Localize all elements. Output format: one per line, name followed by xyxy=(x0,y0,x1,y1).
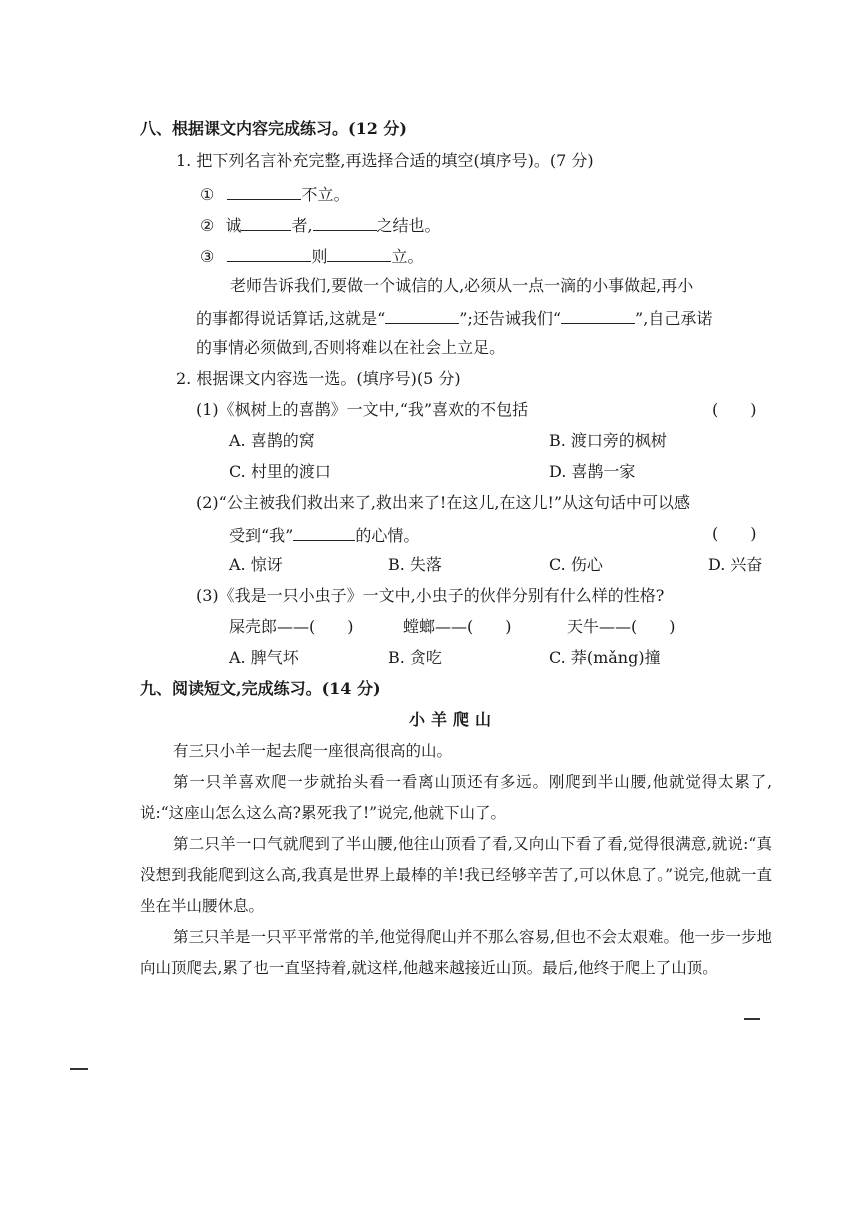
question-text: 的心情。 xyxy=(355,526,420,545)
answer-blank[interactable] xyxy=(327,247,391,262)
passage-line-1: 老师告诉我们,要做一个诚信的人,必须从一点一滴的小事做起,再小 xyxy=(230,276,694,295)
story-paragraph-2: 第一只羊喜欢爬一步就抬头看一看离山顶还有多远。刚爬到半山腰,他就觉得太累了,说:“这座山怎么这么高?累死我了!”说完,他就下山了。 xyxy=(140,773,772,822)
answer-blank[interactable] xyxy=(293,526,355,541)
section-9-heading: 九、阅读短文,完成练习。(14 分) xyxy=(140,679,381,698)
item-number: ③ xyxy=(200,247,215,266)
saying-text: 则 xyxy=(311,247,328,266)
q2-prompt: 2. 根据课文内容选一选。(填序号)(5 分) xyxy=(176,369,461,388)
story-paragraph-4: 第三只羊是一只平平常常的羊,他觉得爬山并不那么容易,但也不会太艰难。他一步一步地向山顶爬去,累了也一直坚持着,就这样,他越来越接近山顶。最后,他终于爬上了山顶。 xyxy=(140,928,772,977)
story-title: 小羊爬山 xyxy=(409,710,498,729)
option-c: C. 伤心 xyxy=(549,555,603,574)
passage-text: ”;还告诫我们“ xyxy=(459,309,562,328)
saying-text: 之结也。 xyxy=(376,216,441,235)
passage-line-2 xyxy=(196,309,712,327)
saying-text: 立。 xyxy=(391,247,424,266)
story-paragraph-3: 第二只羊一口气就爬到了半山腰,他往山顶看了看,又向山下看了看,觉得很满意,就说:“真没想到我能爬到这么高,我真是世界上最棒的羊!我已经够辛苦了,可以休息了。”说完,他就一直坐在半山腰休息。 xyxy=(140,835,772,915)
option-b: B. 渡口旁的枫树 xyxy=(549,431,667,450)
question-text: 受到“我” xyxy=(229,526,294,545)
q2-sub3-question: (3)《我是一只小虫子》一文中,小虫子的伙伴分别有什么样的性格? xyxy=(196,586,665,605)
saying-item-3 xyxy=(200,247,423,265)
option-d: D. 喜鹊一家 xyxy=(549,462,636,481)
answer-blank[interactable] xyxy=(227,185,301,200)
option-b: B. 贪吃 xyxy=(388,648,442,667)
saying-item-1 xyxy=(200,185,349,203)
page-mark xyxy=(70,1068,88,1070)
story-paragraph-1: 有三只小羊一起去爬一座很高很高的山。 xyxy=(173,742,453,760)
answer-blank[interactable] xyxy=(385,309,459,324)
match-mantis[interactable]: 螳螂——( ) xyxy=(403,617,512,636)
passage-text: ”,自己承诺 xyxy=(635,309,713,328)
q2-sub2-question: (2)“公主被我们救出来了,救出来了!在这儿,在这儿!”从这句话中可以感 xyxy=(196,493,691,512)
option-d: D. 兴奋 xyxy=(708,555,763,574)
answer-blank[interactable] xyxy=(313,216,377,231)
passage-line-3: 的事情必须做到,否则将难以在社会上立足。 xyxy=(196,338,506,357)
answer-blank[interactable] xyxy=(241,216,291,231)
section-8-heading: 八、根据课文内容完成练习。(12 分) xyxy=(140,119,407,138)
option-a: A. 惊讶 xyxy=(229,555,283,574)
match-longhorn-beetle[interactable]: 天牛——( ) xyxy=(567,617,676,636)
answer-parentheses[interactable]: ( ) xyxy=(712,524,757,543)
page-mark xyxy=(744,1018,760,1020)
q1-prompt: 1. 把下列名言补充完整,再选择合适的填空(填序号)。(7 分) xyxy=(176,151,594,170)
saying-text: 诚 xyxy=(225,216,242,235)
answer-blank[interactable] xyxy=(561,309,635,324)
option-c: C. 莽(mǎng)撞 xyxy=(549,648,661,667)
passage-text: 的事都得说话算话,这就是“ xyxy=(196,309,386,328)
q2-sub2-line2 xyxy=(229,526,419,544)
q2-sub1-question: (1)《枫树上的喜鹊》一文中,“我”喜欢的不包括 xyxy=(196,400,529,419)
saying-text: 者, xyxy=(291,216,313,235)
option-c: C. 村里的渡口 xyxy=(229,462,331,481)
option-a: A. 脾气坏 xyxy=(229,648,299,667)
option-b: B. 失落 xyxy=(388,555,442,574)
item-number: ① xyxy=(200,185,215,204)
answer-blank[interactable] xyxy=(227,247,311,262)
saying-item-2 xyxy=(200,216,441,234)
item-number: ② xyxy=(200,216,215,235)
match-dung-beetle[interactable]: 屎壳郎——( ) xyxy=(229,617,354,636)
option-a: A. 喜鹊的窝 xyxy=(229,431,315,450)
answer-parentheses[interactable]: ( ) xyxy=(712,400,757,419)
saying-text: 不立。 xyxy=(301,185,350,204)
